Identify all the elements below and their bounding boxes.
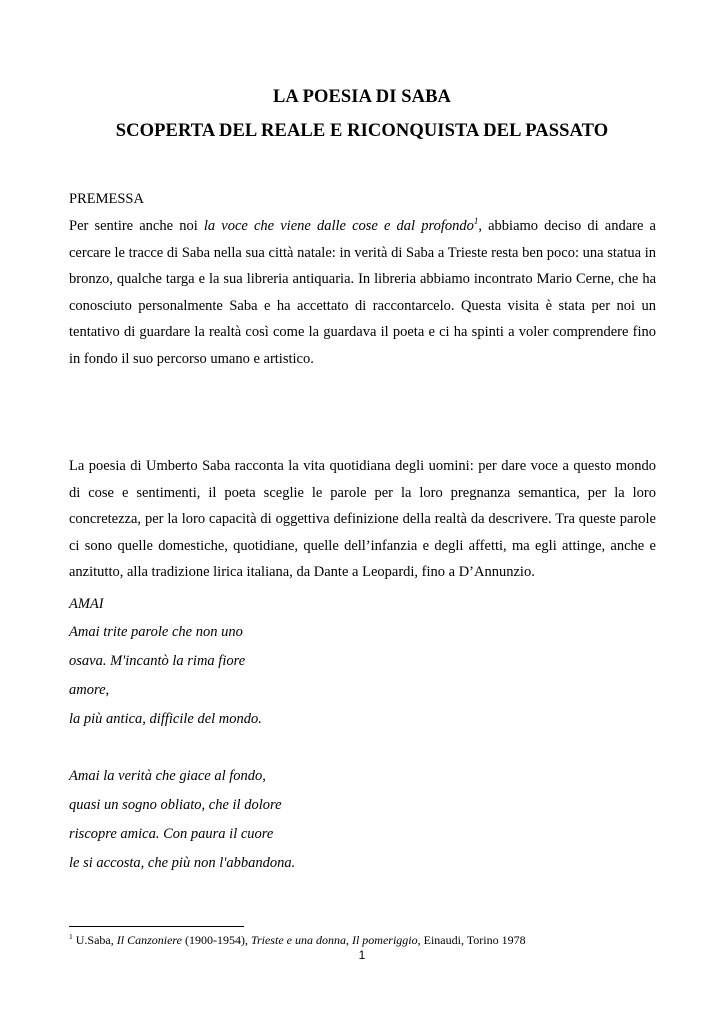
footnote-publisher: , Einaudi, Torino 1978 (417, 933, 526, 947)
body-paragraph: La poesia di Umberto Saba racconta la vita quotidiana degli uomini: per dare voce a questo mondo di cose e sentimenti, il poeta sceglie le parole per la loro pregnanza semantica, per la loro concretezza, per la loro capacità di oggettiva definizione della realtà da descrivere. Tra queste parole ci sono quelle domestiche, quotidiane, quelle dell’infanzia e degli affetti, ma egli attinge, anche e anzitutto, alla tradizione lirica italiana, da Dante a Leopardi, fino a D’Annunzio. (69, 458, 656, 580)
document-title: LA POESIA DI SABA (272, 87, 452, 107)
poem-line: quasi un sogno obliato, che il dolore (69, 797, 282, 813)
footnote-author: U.Saba, (72, 933, 117, 947)
poem-line: Amai trite parole che non uno (69, 624, 243, 640)
poem-line: la più antica, difficile del mondo. (69, 711, 262, 727)
page-number: 1 (358, 948, 366, 962)
poem-line: amore, (69, 682, 110, 698)
footnote-work: Il Canzoniere (116, 933, 182, 947)
footnote (69, 933, 526, 948)
poem-line: Amai la verità che giace al fondo, (69, 768, 266, 784)
section-heading: PREMESSA (69, 191, 144, 207)
intro-text-end: , abbiamo deciso di andare a cercare le tracce di Saba nella sua città natale: in verità di Saba a Trieste resta ben poco: una statua in bronzo, qualche targa e la sua libreria antiquaria. In libreria abbiamo incontrato Mario Cerne, che ha conosciuto personalmente Saba e ha accettato di raccontarcelo. Questa visita è stata per noi un tentativo di guardare la realtà così come la guardava il poeta e ci ha spinti a voler comprendere fino in fondo il suo percorso umano e artistico. (69, 218, 656, 367)
poem-line: osava. M'incantò la rima fiore (69, 653, 246, 669)
document-subtitle: SCOPERTA DEL REALE E RICONQUISTA DEL PASSATO (115, 121, 609, 141)
footnote-separator-text: , (345, 933, 352, 947)
poem-line: riscopre amica. Con paura il cuore (69, 826, 274, 842)
intro-paragraph (69, 213, 656, 372)
footnote-marker: 1 (69, 932, 73, 941)
footnote-dates: (1900-1954), (181, 933, 251, 947)
footnote-separator (69, 926, 244, 927)
footnote-section: Trieste e una donna (250, 933, 346, 947)
footnote-section: Il pomeriggio (351, 933, 418, 947)
poem-title: AMAI (69, 596, 104, 612)
intro-quote: la voce che viene dalle cose e dal profondo (203, 218, 474, 234)
intro-text-start: Per sentire anche noi (69, 218, 204, 234)
footnote-ref[interactable]: 1 (473, 216, 479, 227)
poem-line: le si accosta, che più non l'abbandona. (69, 855, 296, 871)
